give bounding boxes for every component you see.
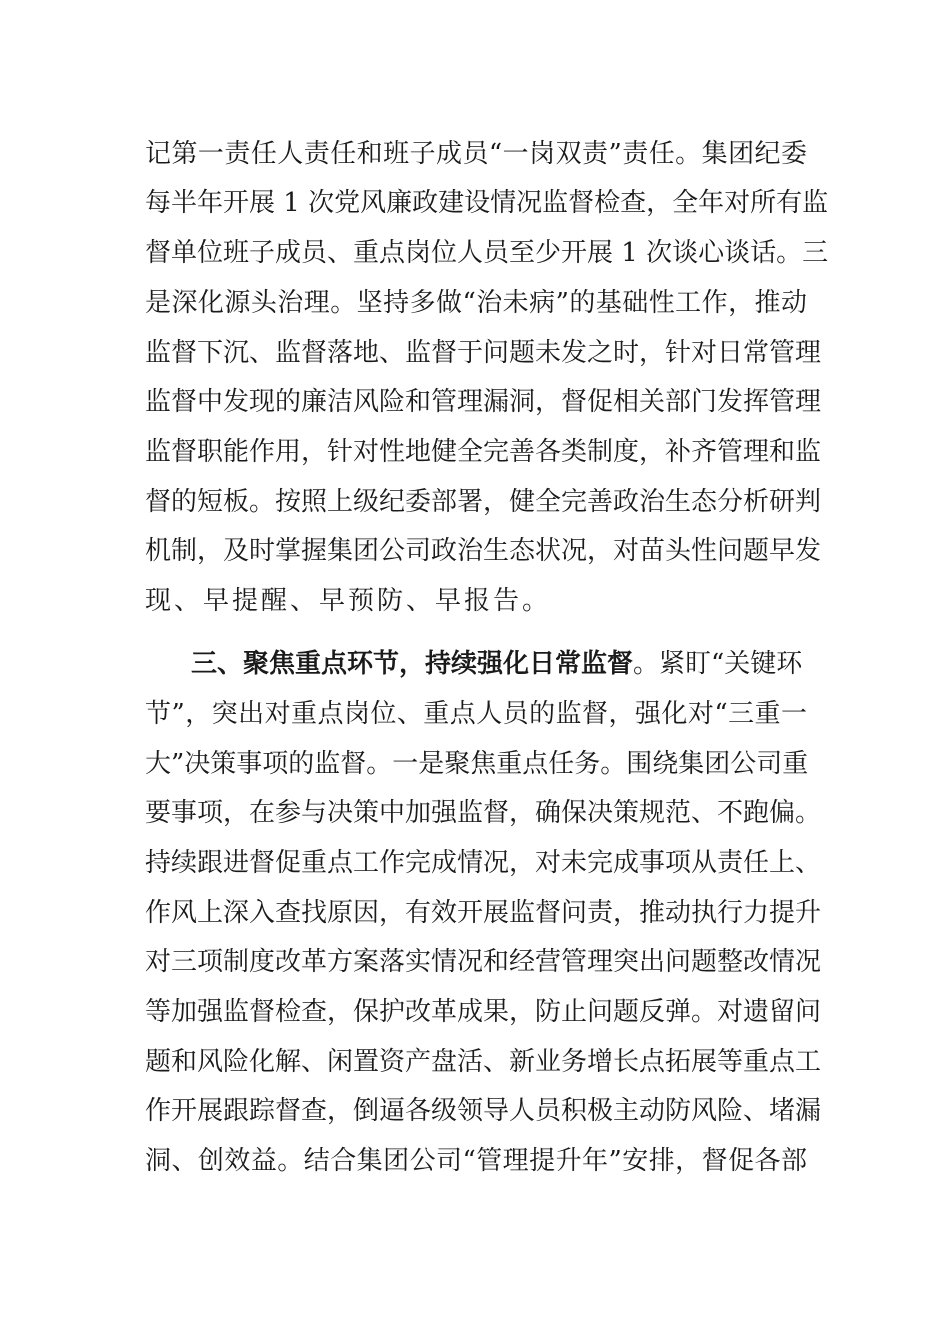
paragraph-2-line: 持续跟进督促重点工作完成情况，对未完成事项从责任上、 — [145, 848, 822, 878]
paragraph-2-line: 节”，突出对重点岗位、重点人员的监督，强化对“三重一 — [145, 699, 807, 729]
paragraph-1-line: 机制，及时掌握集团公司政治生态状况，对苗头性问题早发 — [145, 536, 822, 566]
paragraph-1-line: 是深化源头治理。坚持多做“治未病”的基础性工作，推动 — [145, 288, 807, 318]
paragraph-1-line: 监督下沉、监督落地、监督于问题未发之时，针对日常管理 — [145, 338, 822, 368]
paragraph-1-line: 每半年开展 1 次党风廉政建设情况监督检查，全年对所有监 — [145, 188, 829, 218]
paragraph-2-line: 等加强监督检查，保护改革成果，防止问题反弹。对遗留问 — [145, 997, 822, 1027]
paragraph-2-line: 作风上深入查找原因，有效开展监督问责，推动执行力提升 — [145, 898, 822, 928]
paragraph-2-line: 作开展跟踪督查，倒逼各级领导人员积极主动防风险、堵漏 — [145, 1096, 822, 1126]
paragraph-1-line: 监督职能作用，针对性地健全完善各类制度，补齐管理和监 — [145, 437, 822, 467]
paragraph-1-line: 督的短板。按照上级纪委部署，健全完善政治生态分析研判 — [145, 487, 822, 517]
paragraph-2-line: 洞、创效益。结合集团公司“管理提升年”安排，督促各部 — [145, 1146, 807, 1176]
heading-tail-text: 。紧盯“关键环 — [633, 649, 803, 679]
paragraph-1-line: 记第一责任人责任和班子成员“一岗双责”责任。集团纪委 — [145, 139, 807, 169]
paragraph-2-line: 题和风险化解、闲置资产盘活、新业务增长点拓展等重点工 — [145, 1047, 822, 1077]
paragraph-2-line: 大”决策事项的监督。一是聚焦重点任务。围绕集团公司重 — [145, 749, 809, 779]
paragraph-2-line: 对三项制度改革方案落实情况和经营管理突出问题整改情况 — [145, 947, 822, 977]
paragraph-2-line: 要事项，在参与决策中加强监督，确保决策规范、不跑偏。 — [145, 798, 822, 828]
paragraph-1-line: 督单位班子成员、重点岗位人员至少开展 1 次谈心谈话。三 — [145, 238, 829, 268]
section-heading: 三、聚焦重点环节，持续强化日常监督 — [191, 649, 634, 679]
paragraph-1-line: 现、早提醒、早预防、早报告。 — [145, 586, 552, 616]
paragraph-2-first-line — [145, 644, 807, 684]
paragraph-1-line: 监督中发现的廉洁风险和管理漏洞，督促相关部门发挥管理 — [145, 387, 822, 417]
